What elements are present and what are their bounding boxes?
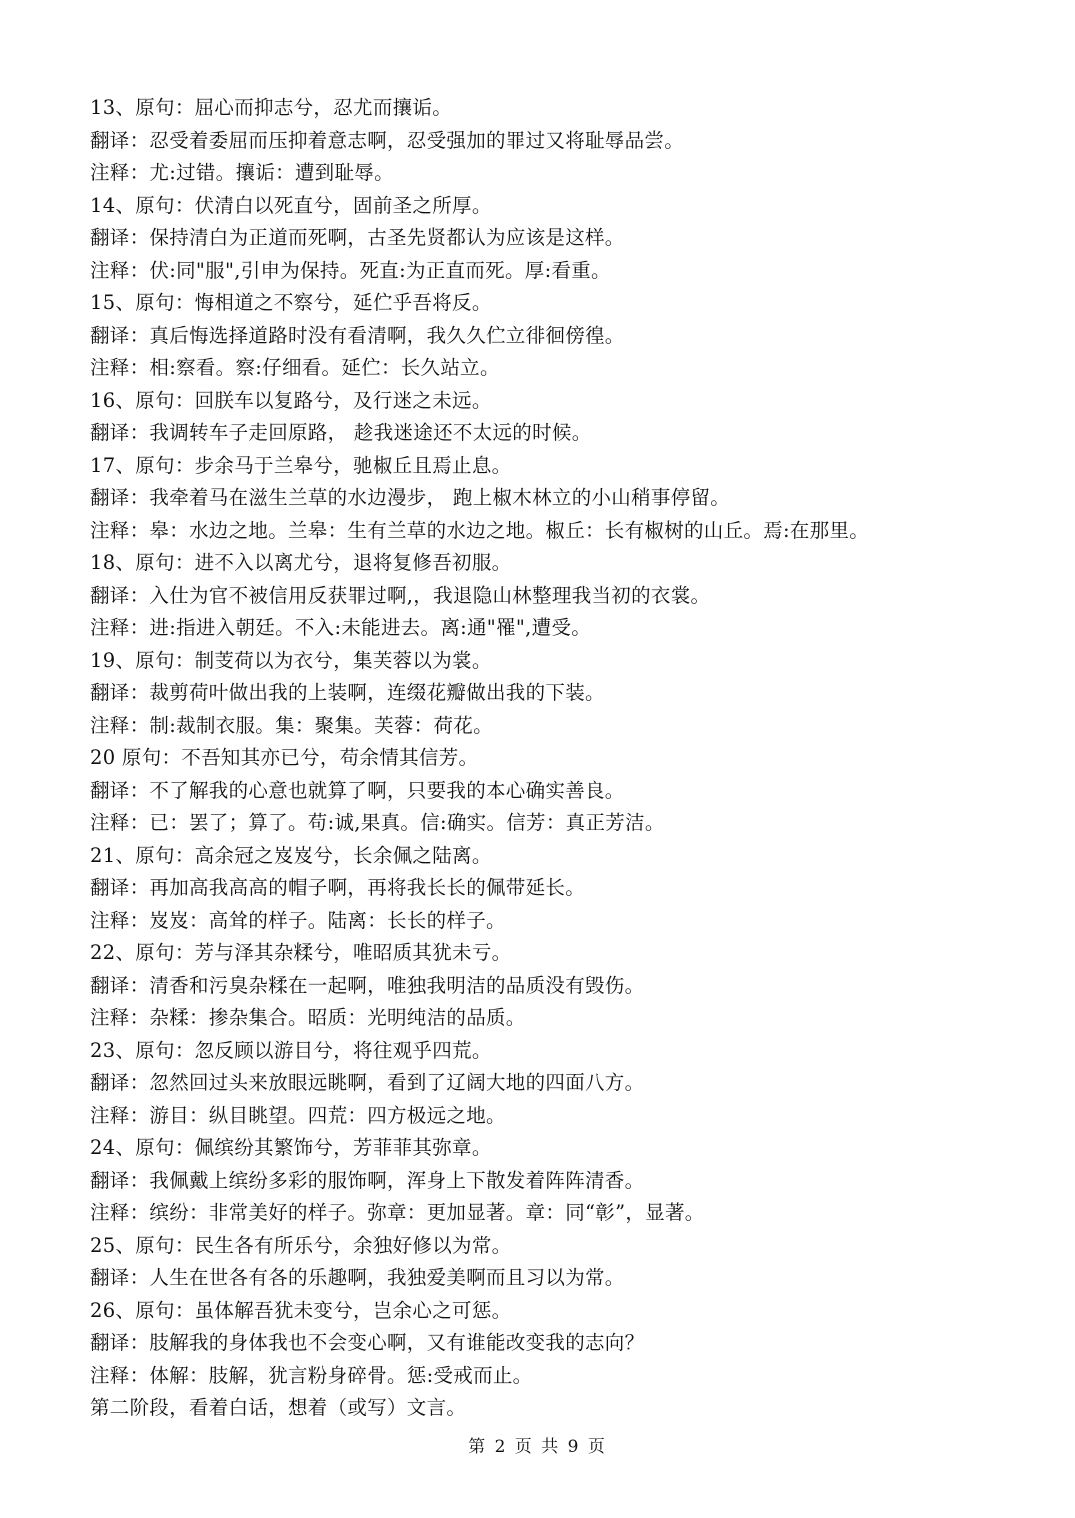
text-line: 19、原句：制芰荷以为衣兮，集芙蓉以为裳。	[90, 648, 492, 672]
text-line: 翻译：清香和污臭杂糅在一起啊，唯独我明洁的品质没有毁伤。	[90, 973, 645, 997]
text-line: 注释：进:指进入朝廷。不入:未能进去。离:通"罹",遭受。	[90, 616, 592, 639]
text-line: 注释：已：罢了；算了。苟:诚,果真。信:确实。信芳：真正芳洁。	[90, 811, 665, 834]
text-line: 注释：缤纷：非常美好的样子。弥章：更加显著。章：同“彰”，显著。	[90, 1201, 705, 1224]
text-line: 翻译：裁剪荷叶做出我的上装啊，连缀花瓣做出我的下装。	[90, 681, 605, 704]
text-line: 翻译：我牵着马在滋生兰草的水边漫步， 跑上椒木林立的小山稍事停留。	[90, 486, 731, 509]
text-line: 注释：制:裁制衣服。集：聚集。芙蓉：荷花。	[90, 713, 493, 737]
text-line: 21、原句：高余冠之岌岌兮，长余佩之陆离。	[90, 843, 492, 867]
text-line: 翻译：入仕为官不被信用反获罪过啊,，我退隐山林整理我当初的衣裳。	[90, 583, 711, 607]
text-line: 注释：游目：纵目眺望。四荒：四方极远之地。	[90, 1103, 506, 1127]
text-line: 22、原句：芳与泽其杂糅兮，唯昭质其犹未亏。	[90, 941, 512, 964]
text-line: 25、原句：民生各有所乐兮，余独好修以为常。	[90, 1233, 512, 1257]
text-line: 翻译：忽然回过头来放眼远眺啊，看到了辽阔大地的四面八方。	[90, 1071, 645, 1094]
text-line: 16、原句：回朕车以复路兮，及行迷之未远。	[90, 388, 492, 412]
text-line: 翻译：我调转车子走回原路， 趁我迷途还不太远的时候。	[90, 421, 592, 444]
text-line: 翻译：保持清白为正道而死啊，古圣先贤都认为应该是这样。	[90, 226, 625, 249]
text-line: 翻译：人生在世各有各的乐趣啊，我独爱美啊而且习以为常。	[90, 1266, 625, 1289]
text-line: 注释：相:察看。察:仔细看。延伫：长久站立。	[90, 356, 500, 379]
text-line: 注释：尤:过错。攘诟：遭到耻辱。	[90, 161, 394, 184]
text-line: 注释：皋：水边之地。兰皋：生有兰草的水边之地。椒丘：长有椒树的山丘。焉:在那里。	[90, 518, 870, 542]
page-number-footer: 第 2 页 共 9 页	[468, 1437, 607, 1457]
text-line: 26、原句：虽体解吾犹未变兮，岂余心之可惩。	[90, 1298, 512, 1322]
text-line: 23、原句：忽反顾以游目兮，将往观乎四荒。	[90, 1038, 492, 1062]
text-line: 翻译：忍受着委屈而压抑着意志啊，忍受强加的罪过又将耻辱品尝。	[90, 128, 685, 152]
document-body	[90, 92, 1050, 1425]
text-line: 翻译：不了解我的心意也就算了啊，只要我的本心确实善良。	[90, 778, 625, 802]
text-line: 翻译：真后悔选择道路时没有看清啊，我久久伫立徘徊傍徨。	[90, 323, 625, 347]
text-line: 第二阶段，看着白话，想着（或写）文言。	[90, 1396, 467, 1419]
text-line: 24、原句：佩缤纷其繁饰兮，芳菲菲其弥章。	[90, 1136, 492, 1159]
text-line: 20 原句：不吾知其亦已兮，苟余情其信芳。	[90, 746, 479, 769]
text-line: 注释：岌岌：高耸的样子。陆离：长长的样子。	[90, 908, 506, 932]
text-line: 注释：伏:同"服",引申为保持。死直:为正直而死。厚:看重。	[90, 258, 611, 282]
text-line: 13、原句：屈心而抑志兮，忍尤而攘诟。	[90, 96, 453, 119]
text-line: 翻译：肢解我的身体我也不会变心啊，又有谁能改变我的志向？	[90, 1331, 645, 1354]
text-line: 翻译：我佩戴上缤纷多彩的服饰啊，浑身上下散发着阵阵清香。	[90, 1168, 645, 1192]
text-line: 翻译：再加高我高高的帽子啊，再将我长长的佩带延长。	[90, 876, 586, 899]
text-line: 15、原句：悔相道之不察兮，延伫乎吾将反。	[90, 291, 492, 314]
text-line: 注释：体解：肢解，犹言粉身碎骨。惩:受戒而止。	[90, 1363, 533, 1387]
text-line: 17、原句：步余马于兰皋兮，驰椒丘且焉止息。	[90, 453, 512, 477]
text-line: 18、原句：进不入以离尤兮，退将复修吾初服。	[90, 551, 512, 574]
text-line: 注释：杂糅：掺杂集合。昭质：光明纯洁的品质。	[90, 1006, 526, 1029]
text-line: 14、原句：伏清白以死直兮，固前圣之所厚。	[90, 193, 492, 217]
